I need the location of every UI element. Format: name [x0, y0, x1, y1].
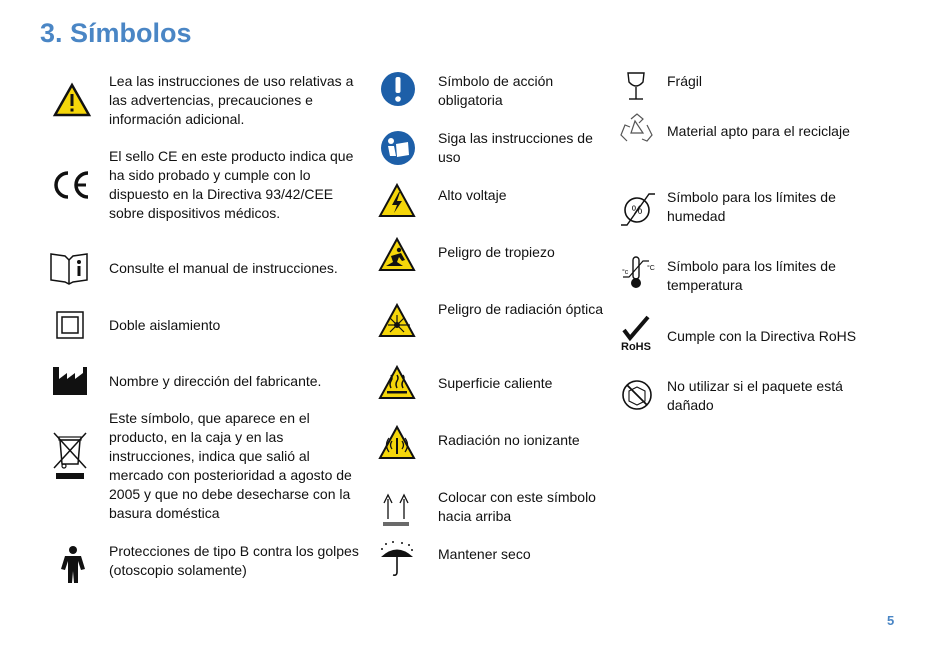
rohs-icon	[616, 314, 656, 354]
symbol-description: Colocar con este símbolo hacia arriba	[438, 489, 596, 524]
symbol-description: Radiación no ionizante	[438, 432, 580, 448]
manufacturer-icon	[50, 361, 90, 401]
hot-surface-icon	[377, 364, 417, 404]
trip-hazard-icon	[377, 236, 417, 276]
symbol-description: Consulte el manual de instrucciones.	[109, 260, 338, 276]
symbol-description: Doble aislamiento	[109, 317, 221, 333]
this-way-up-icon	[377, 489, 417, 529]
rohs-icon-label: RoHS	[621, 341, 651, 353]
symbol-description: Mantener seco	[438, 546, 531, 562]
warning-triangle-icon	[52, 82, 92, 122]
symbol-description: Protecciones de tipo B contra los golpes (otoscopio solamente)	[109, 543, 359, 578]
recycle-icon	[617, 111, 657, 151]
symbol-description: Símbolo para los límites de humedad	[667, 189, 836, 224]
symbol-description: Nombre y dirección del fabricante.	[109, 373, 322, 389]
page-number: 5	[887, 613, 895, 628]
symbol-description: Este símbolo, que aparece en el producto, en la caja y en las instrucciones, indica que salió al mercado con posterioridad a agosto de 2005 y que no debe desecharse con la basura doméstica	[109, 410, 352, 521]
non-ionizing-radiation-icon	[377, 424, 417, 464]
ce-mark-icon	[50, 165, 90, 205]
follow-instructions-icon	[378, 128, 418, 168]
symbol-description: Lea las instrucciones de uso relativas a las advertencias, precauciones e información adicional.	[109, 73, 354, 127]
do-not-use-damaged-icon	[617, 375, 657, 415]
humidity-limit-icon	[617, 190, 657, 230]
svg-text:%: %	[631, 203, 643, 217]
symbol-description: Siga las instrucciones de uso	[438, 130, 593, 165]
keep-dry-icon	[377, 540, 417, 580]
double-insulation-icon	[49, 305, 89, 345]
symbol-description: Peligro de radiación óptica	[438, 301, 603, 317]
type-b-person-icon	[53, 545, 93, 585]
fragile-icon	[616, 68, 656, 108]
symbol-description: Símbolo para los límites de temperatura	[667, 258, 836, 293]
page-title: 3. Símbolos	[40, 18, 192, 48]
temperature-limit-icon	[617, 253, 657, 293]
symbol-description: Material apto para el reciclaje	[667, 123, 850, 139]
weee-bin-icon	[51, 430, 89, 482]
manual-icon	[49, 248, 89, 288]
symbol-description: No utilizar si el paquete está dañado	[667, 378, 843, 413]
svg-text:°c: °c	[622, 269, 629, 276]
svg-text:°C: °C	[647, 265, 655, 272]
symbol-description: Símbolo de acción obligatoria	[438, 73, 554, 108]
high-voltage-icon	[377, 182, 417, 222]
mandatory-action-icon	[378, 69, 418, 109]
symbol-description: Superficie caliente	[438, 375, 553, 391]
symbol-description: Frágil	[667, 73, 703, 89]
symbol-description: El sello CE en este producto indica que ha sido probado y cumple con lo dispuesto en la Directiva 93/42/CEE sobre dispositivos médicos.	[109, 148, 354, 221]
symbol-description: Cumple con la Directiva RoHS	[667, 328, 857, 344]
symbol-description: Alto voltaje	[438, 187, 507, 203]
optical-radiation-icon	[377, 302, 417, 342]
symbol-description: Peligro de tropiezo	[438, 244, 555, 260]
